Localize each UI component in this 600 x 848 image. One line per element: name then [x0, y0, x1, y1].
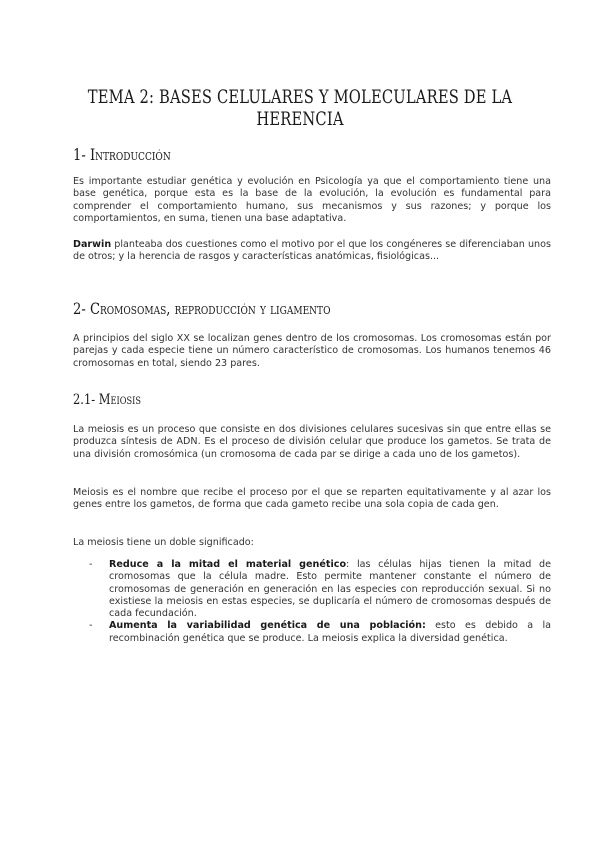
meiosis-significance-list [73, 559, 551, 645]
paragraph-cromosomas: A principios del siglo XX se localizan genes dentro de los cromosomas. Los cromosomas están por parejas y cada especie tiene un número característico de cromosomas. Los humanos tenemos 46 cromosomas en total, siendo 23 pares. [73, 333, 551, 369]
paragraph-intro-1: Es importante estudiar genética y evolución en Psicología ya que el comportamiento tiene una base genética, porque esta es la base de la evolución, la evolución es fundamental para comprender el comportamiento humano, sus mecanismos y sus razones; y porque los comportamientos, en suma, tienen una base adaptativa. [73, 176, 551, 224]
paragraph-meiosis-3: La meiosis tiene un doble significado: [73, 537, 254, 548]
section-heading-cromosomas: 2- Cromosomas, reproducción y ligamento [73, 299, 331, 318]
list-item-text: : las células hijas tienen la mitad de cromosomas que la célula madre. Esto permite mantener constante el número de cromosomas de generación en generación en las especies con reproducción sexual. Si no existiese la meiosis en estas especies, se duplicaría el número de cromosomas después de cada fecundación. [109, 559, 551, 620]
list-dash: - [89, 559, 93, 570]
section-heading-introduccion: 1- Introducción [73, 145, 171, 164]
subsection-heading-meiosis: 2.1- Meiosis [73, 392, 141, 408]
list-item-bold: Aumenta la variabilidad genética de una población: [109, 620, 426, 632]
paragraph-meiosis-2: Meiosis es el nombre que recibe el proceso por el que se reparten equitativamente y al azar los genes entre los gametos, de forma que cada gameto recibe una sola copia de cada gen. [73, 487, 551, 511]
list-item [73, 559, 551, 620]
list-item [73, 620, 551, 645]
paragraph-intro-2 [73, 239, 551, 264]
list-item-bold: Reduce a la mitad el material genético [109, 559, 347, 570]
list-dash: - [89, 620, 93, 632]
list-item-text: esto es debido a la recombinación genética que se produce. La meiosis explica la diversidad genética. [109, 620, 551, 644]
paragraph-meiosis-1: La meiosis es un proceso que consiste en dos divisiones celulares sucesivas sin que entre ellas se produzca síntesis de ADN. Es el proceso de división celular que produce los gametos. Se trata de una división cromosómica (un cromosoma de cada par se dirige a cada uno de los gametos). [73, 424, 551, 460]
darwin-text: planteaba dos cuestiones como el motivo por el que los congéneres se diferenciaban unos de otros; y la herencia de rasgos y características anatómicas, fisiológicas... [73, 239, 551, 263]
darwin-bold: Darwin [73, 239, 112, 250]
document-title: TEMA 2: BASES CELULARES Y MOLECULARES DE LA HERENCIA [87, 86, 513, 130]
